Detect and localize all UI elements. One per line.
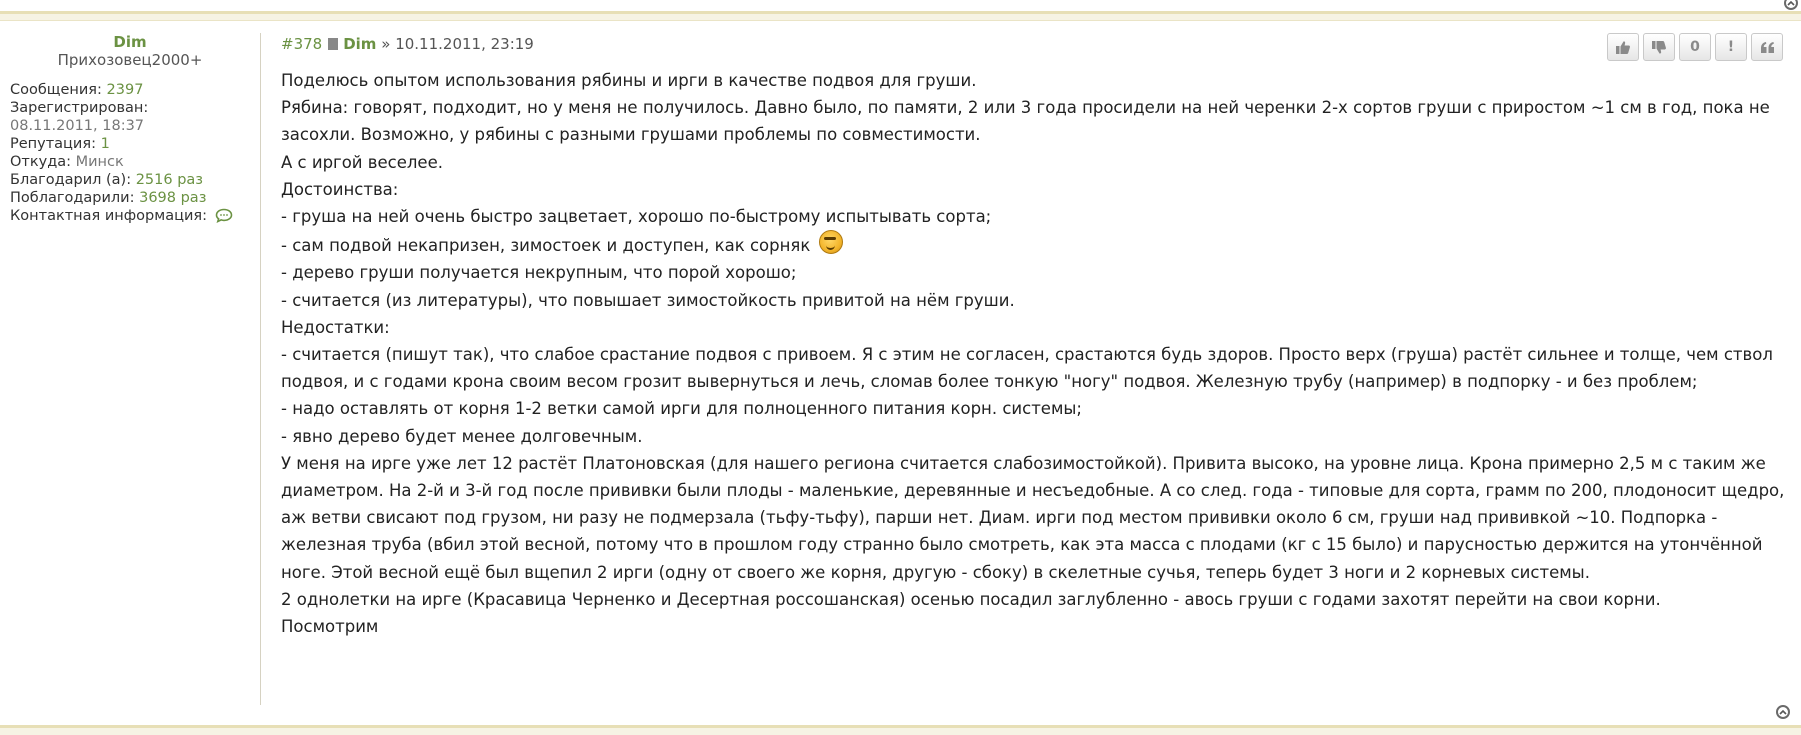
profile-registered-date (10, 117, 250, 135)
post-paragraph: Посмотрим (281, 617, 379, 637)
post-paragraph: - дерево груши получается некрупным, что порой хорошо; (281, 263, 797, 283)
post-number-link[interactable]: #378 (281, 35, 323, 53)
post-paragraph: У меня на ирге уже лет 12 растёт Платоновская (для нашего региона считается слабозимостойкой). Привита высоко, на уровне лица. Крона примерно 2,5 м с таким же диаметром. На 2-й и 3-й год после прививки были плоды - маленькие, деревянные и несъедобные. А со след. года - типовые для сорта, грамм по 200, плодоносит щедро, аж ветви свисают под грузом, ни разу не подмерзала (тьфу-тьфу), парши нет. Диам. ирги под местом прививки около 6 см, груши над прививкой ~10. Подпорка - железная труба (вбил этой весной, потому что в прошлом году странно было смотреть, как эта масса с плодами (кг с 15 было) и парусностью держится на утончённой ноге. Этой весной ещё был вщепил 2 ирги (одну от своего же корня, другую - сбоку) в скелетные сучья, теперь будет 3 ноги и 2 корневых системы. (281, 453, 1785, 582)
registered-value: 08.11.2011, 18:37 (10, 118, 145, 134)
profile-got-thanks (10, 189, 250, 207)
post-content (281, 67, 1786, 640)
reputation-value[interactable]: 1 (100, 136, 110, 152)
header-separator: » (381, 35, 391, 53)
post-paragraph: - надо оставлять от корня 1-2 ветки самой ирги для полноценного питания корн. системы; (281, 399, 1082, 419)
previous-post-edge (0, 0, 1801, 14)
forum-post (0, 20, 1801, 728)
speech-bubble-icon[interactable] (215, 208, 233, 228)
dislike-button[interactable] (1643, 33, 1675, 61)
profile-contact (10, 207, 250, 228)
reputation-label: Репутация: (10, 136, 96, 152)
post-paragraph-text: - сам подвой некапризен, зимостоек и доступен, как сорняк (281, 236, 811, 256)
registered-label: Зарегистрирован: (10, 100, 149, 116)
post-paragraph: Недостатки: (281, 317, 390, 337)
thanked-label: Благодарил (а): (10, 172, 132, 188)
got-thanks-value-link[interactable]: 3698 раз (139, 190, 207, 206)
post-datetime: 10.11.2011, 23:19 (395, 35, 534, 53)
thumbs-up-icon (1615, 40, 1631, 55)
post-paragraph: - груша на ней очень быстро зацветает, хорошо по-быстрому испытывать сорта; (281, 207, 992, 227)
like-button[interactable] (1607, 33, 1639, 61)
post-paragraph-with-smiley (281, 230, 1786, 259)
location-value: Минск (75, 154, 124, 170)
profile-rank: Прихозовец2000+ (57, 51, 203, 69)
profile-divider (260, 33, 261, 705)
location-label: Откуда: (10, 154, 71, 170)
post-paragraph: Рябина: говорят, подходит, но у меня не получилось. Давно было, по памяти, 2 или 3 года просидели на ней черенки 2-х сортов груши с приростом ~1 см в год, пока не засохли. Возможно, у рябины с разными грушами проблемы по совместимости. (281, 98, 1770, 145)
profile-thanked (10, 171, 250, 189)
document-icon[interactable] (328, 38, 338, 50)
got-thanks-label: Поблагодарили: (10, 190, 135, 206)
profile-location (10, 153, 250, 171)
quote-icon (1760, 41, 1775, 54)
post-paragraph: - явно дерево будет менее долговечным. (281, 426, 643, 446)
chevron-up-icon[interactable] (1776, 705, 1790, 719)
thanked-value-link[interactable]: 2516 раз (135, 172, 204, 188)
post-header (281, 31, 1791, 57)
rating-counter[interactable]: 0 (1679, 33, 1711, 61)
profile-username[interactable]: Dim (113, 33, 147, 51)
messages-label: Сообщения: (10, 82, 102, 98)
post-profile (10, 33, 250, 228)
contact-label: Контактная информация: (10, 208, 207, 224)
post-buttons (1607, 33, 1783, 61)
messages-count-link[interactable]: 2397 (106, 82, 144, 98)
post-body (281, 31, 1791, 640)
post-paragraph: Достоинства: (281, 179, 399, 199)
post-author-link[interactable]: Dim (343, 35, 377, 53)
post-paragraph: - считается (пишут так), что слабое срастание подвоя с привоем. Я с этим не согласен, срастаются будь здоров. Просто верх (груша) растёт сильнее и толще, чем ствол подвоя, и с годами крона своим весом грозит вывернуться и лечь, сломав более тонкую "ногу" подвоя. Железную трубу (например) в подпорку - и без проблем; (281, 345, 1773, 392)
quote-button[interactable] (1751, 33, 1783, 61)
post-paragraph: - считается (из литературы), что повышает зимостойкость привитой на нём груши. (281, 290, 1015, 310)
post-paragraph: Поделюсь опытом использования рябины и ирги в качестве подвоя для груши. (281, 71, 977, 90)
post-paragraph: А с иргой веселее. (281, 152, 443, 172)
report-button[interactable]: ! (1715, 33, 1747, 61)
thumbs-down-icon (1651, 40, 1667, 55)
profile-messages (10, 81, 250, 99)
post-paragraph: 2 однолетки на ирге (Красавица Черненко и Десертная россошанская) осенью посадил заглубленно - авось груши с годами захотят перейти на свои корни. (281, 589, 1661, 609)
profile-registered (10, 99, 250, 117)
smiley-icon (819, 230, 843, 254)
profile-reputation (10, 135, 250, 153)
